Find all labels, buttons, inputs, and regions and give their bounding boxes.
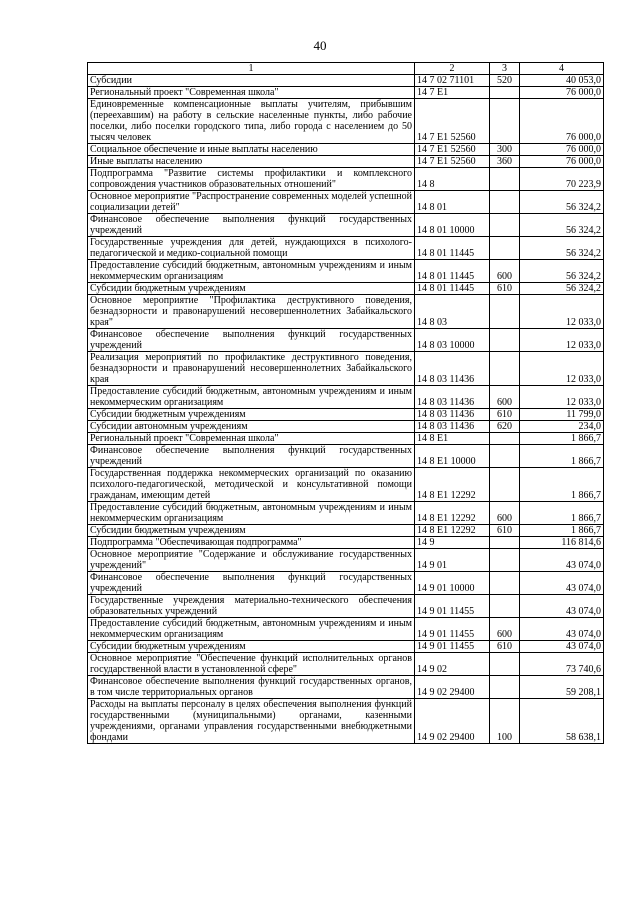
table-row [88,168,604,191]
cell-expense-type: 600 [490,502,520,525]
cell-code: 14 8 03 11436 [415,352,490,386]
cell-amount: 56 324,2 [520,214,604,237]
cell-code: 14 7 E1 52560 [415,144,490,156]
cell-name: Подпрограмма "Развитие системы профилактики и комплексного сопровождения участников образовательных отношений" [88,168,415,191]
cell-amount: 234,0 [520,421,604,433]
cell-expense-type [490,237,520,260]
cell-expense-type [490,168,520,191]
header-col-2: 2 [415,63,490,75]
table-row [88,386,604,409]
cell-code: 14 9 01 11455 [415,618,490,641]
cell-amount: 76 000,0 [520,87,604,99]
cell-amount: 56 324,2 [520,260,604,283]
cell-code: 14 8 01 10000 [415,214,490,237]
cell-amount: 56 324,2 [520,237,604,260]
cell-amount: 58 638,1 [520,699,604,744]
table-header [88,63,604,75]
cell-code: 14 9 [415,537,490,549]
cell-amount: 1 866,7 [520,525,604,537]
table-row [88,260,604,283]
cell-code: 14 9 01 11455 [415,595,490,618]
cell-code: 14 8 E1 12292 [415,468,490,502]
cell-code: 14 8 01 11445 [415,237,490,260]
cell-amount: 12 033,0 [520,386,604,409]
cell-amount: 11 799,0 [520,409,604,421]
cell-expense-type: 610 [490,409,520,421]
cell-amount: 40 053,0 [520,75,604,87]
cell-amount: 43 074,0 [520,618,604,641]
table-row [88,676,604,699]
table-row [88,75,604,87]
header-col-3: 3 [490,63,520,75]
table-row [88,468,604,502]
cell-amount: 12 033,0 [520,352,604,386]
cell-amount: 1 866,7 [520,445,604,468]
table-row [88,144,604,156]
table-row [88,409,604,421]
cell-name: Единовременные компенсационные выплаты учителям, прибывшим (переехавшим) на работу в сельские населенные пункты, либо рабочие поселки, либо поселки городского типа, либо города с населением до 50 тысяч человек [88,99,415,144]
cell-expense-type [490,537,520,549]
table-row [88,214,604,237]
cell-expense-type [490,87,520,99]
cell-code: 14 8 01 11445 [415,260,490,283]
header-row [88,63,604,75]
cell-name: Субсидии [88,75,415,87]
cell-name: Основное мероприятие "Профилактика деструктивного поведения, безнадзорности и правонарушений несовершеннолетних Забайкальского края" [88,295,415,329]
cell-code: 14 9 02 29400 [415,699,490,744]
cell-code: 14 8 03 11436 [415,409,490,421]
cell-code: 14 7 E1 [415,87,490,99]
table-row [88,156,604,168]
table-row [88,352,604,386]
cell-expense-type [490,676,520,699]
cell-expense-type [490,572,520,595]
cell-expense-type [490,191,520,214]
cell-expense-type [490,214,520,237]
table-body [88,75,604,744]
cell-name: Государственные учреждения материально-технического обеспечения образовательных учреждений [88,595,415,618]
cell-name: Предоставление субсидий бюджетным, автономным учреждениям и иным некоммерческим организациям [88,618,415,641]
cell-code: 14 8 03 10000 [415,329,490,352]
cell-expense-type: 620 [490,421,520,433]
cell-amount: 43 074,0 [520,641,604,653]
cell-expense-type [490,352,520,386]
table-row [88,445,604,468]
table-row [88,537,604,549]
cell-amount: 59 208,1 [520,676,604,699]
table-row [88,653,604,676]
header-col-1: 1 [88,63,415,75]
table-row [88,329,604,352]
table-row [88,525,604,537]
cell-code: 14 8 E1 12292 [415,525,490,537]
cell-name: Региональный проект "Современная школа" [88,87,415,99]
cell-code: 14 9 01 10000 [415,572,490,595]
table-row [88,237,604,260]
cell-amount: 43 074,0 [520,595,604,618]
cell-amount: 70 223,9 [520,168,604,191]
cell-expense-type: 610 [490,283,520,295]
cell-name: Финансовое обеспечение выполнения функций государственных учреждений [88,445,415,468]
cell-amount: 1 866,7 [520,502,604,525]
cell-amount: 12 033,0 [520,295,604,329]
cell-name: Финансовое обеспечение выполнения функций государственных учреждений [88,329,415,352]
cell-expense-type: 300 [490,144,520,156]
cell-expense-type: 600 [490,618,520,641]
header-col-4: 4 [520,63,604,75]
cell-amount: 76 000,0 [520,156,604,168]
cell-expense-type [490,295,520,329]
cell-amount: 56 324,2 [520,283,604,295]
cell-name: Подпрограмма "Обеспечивающая подпрограмма" [88,537,415,549]
cell-code: 14 9 01 [415,549,490,572]
cell-name: Реализация мероприятий по профилактике деструктивного поведения, безнадзорности и правонарушений несовершеннолетних Забайкальского края [88,352,415,386]
cell-name: Предоставление субсидий бюджетным, автономным учреждениям и иным некоммерческим организациям [88,386,415,409]
cell-name: Субсидии бюджетным учреждениям [88,525,415,537]
cell-name: Основное мероприятие "Распространение современных моделей успешной социализации детей" [88,191,415,214]
table-row [88,699,604,744]
table-row [88,421,604,433]
cell-amount: 56 324,2 [520,191,604,214]
cell-expense-type [490,468,520,502]
cell-expense-type [490,445,520,468]
cell-expense-type: 600 [490,386,520,409]
cell-code: 14 8 03 11436 [415,421,490,433]
cell-name: Финансовое обеспечение выполнения функций государственных органов, в том числе территориальных органов [88,676,415,699]
cell-code: 14 8 01 [415,191,490,214]
table-row [88,87,604,99]
cell-code: 14 8 [415,168,490,191]
cell-code: 14 8 03 11436 [415,386,490,409]
cell-amount: 43 074,0 [520,572,604,595]
table-row [88,641,604,653]
page-number: 40 [313,38,327,53]
cell-expense-type [490,433,520,445]
cell-code: 14 8 E1 12292 [415,502,490,525]
cell-name: Субсидии бюджетным учреждениям [88,409,415,421]
cell-name: Финансовое обеспечение выполнения функций государственных учреждений [88,214,415,237]
cell-amount: 116 814,6 [520,537,604,549]
cell-code: 14 9 01 11455 [415,641,490,653]
table-row [88,295,604,329]
cell-name: Основное мероприятие "Содержание и обслуживание государственных учреждений" [88,549,415,572]
cell-name: Предоставление субсидий бюджетным, автономным учреждениям и иным некоммерческим организациям [88,502,415,525]
cell-amount: 73 740,6 [520,653,604,676]
cell-code: 14 9 02 29400 [415,676,490,699]
cell-name: Субсидии автономным учреждениям [88,421,415,433]
cell-name: Расходы на выплаты персоналу в целях обеспечения выполнения функций государственными (муниципальными) органами, казенными учреждениями, органами управления государственными внебюджетными фондами [88,699,415,744]
cell-name: Государственные учреждения для детей, нуждающихся в психолого-педагогической и медико-социальной помощи [88,237,415,260]
cell-name: Предоставление субсидий бюджетным, автономным учреждениям и иным некоммерческим организациям [88,260,415,283]
cell-code: 14 9 02 [415,653,490,676]
table-row [88,572,604,595]
cell-amount: 1 866,7 [520,468,604,502]
cell-code: 14 8 03 [415,295,490,329]
cell-expense-type [490,595,520,618]
cell-expense-type: 360 [490,156,520,168]
cell-expense-type [490,549,520,572]
cell-expense-type [490,653,520,676]
cell-amount: 76 000,0 [520,144,604,156]
budget-table [87,62,604,744]
table-row [88,191,604,214]
cell-code: 14 8 E1 10000 [415,445,490,468]
cell-name: Государственная поддержка некоммерческих организаций по оказанию психолого-педагогической, методической и консультативной помощи гражданам, имеющим детей [88,468,415,502]
cell-code: 14 8 E1 [415,433,490,445]
table-row [88,618,604,641]
table-row [88,99,604,144]
table-row [88,433,604,445]
cell-expense-type: 600 [490,260,520,283]
cell-code: 14 7 E1 52560 [415,99,490,144]
cell-name: Финансовое обеспечение выполнения функций государственных учреждений [88,572,415,595]
table-row [88,283,604,295]
cell-amount: 43 074,0 [520,549,604,572]
cell-amount: 1 866,7 [520,433,604,445]
cell-code: 14 7 E1 52560 [415,156,490,168]
cell-name: Социальное обеспечение и иные выплаты населению [88,144,415,156]
cell-expense-type: 520 [490,75,520,87]
table-row [88,549,604,572]
table-row [88,595,604,618]
cell-name: Субсидии бюджетным учреждениям [88,641,415,653]
cell-amount: 76 000,0 [520,99,604,144]
cell-expense-type: 610 [490,641,520,653]
table-row [88,502,604,525]
cell-name: Субсидии бюджетным учреждениям [88,283,415,295]
cell-expense-type: 610 [490,525,520,537]
cell-amount: 12 033,0 [520,329,604,352]
cell-code: 14 7 02 71101 [415,75,490,87]
cell-name: Основное мероприятие "Обеспечение функций исполнительных органов государственной власти в установленной сфере" [88,653,415,676]
cell-expense-type: 100 [490,699,520,744]
cell-code: 14 8 01 11445 [415,283,490,295]
cell-expense-type [490,99,520,144]
cell-expense-type [490,329,520,352]
cell-name: Региональный проект "Современная школа" [88,433,415,445]
cell-name: Иные выплаты населению [88,156,415,168]
